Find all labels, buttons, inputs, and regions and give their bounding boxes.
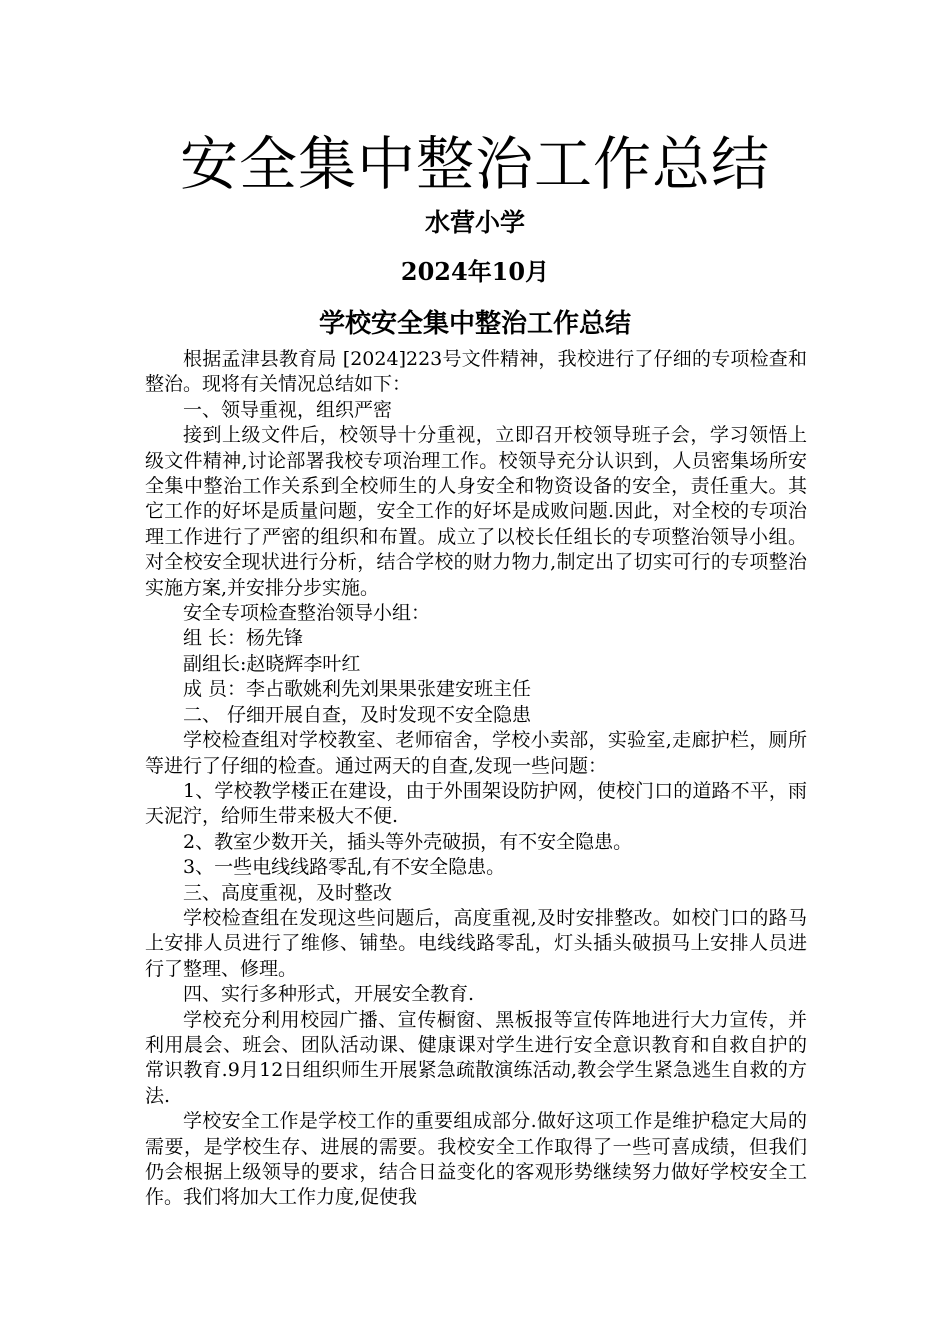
issue-item: 1、学校教学楼正在建设，由于外围架设防护网，使校门口的道路不平，雨天泥泞，给师生带来极大不便. [145, 779, 807, 828]
document-subtitle: 学校安全集中整治工作总结 [318, 309, 631, 339]
issue-item: 2、教室少数开关，插头等外壳破损，有不安全隐患。 [183, 830, 633, 853]
group-deputy-leader: 副组长:赵晓辉李叶红 [183, 652, 361, 675]
issue-item: 3、一些电线线路零乱,有不安全隐患。 [183, 856, 506, 879]
paragraph-conclusion: 学校安全工作是学校工作的重要组成部分.做好这项工作是维护稳定大局的需要，是学校生存、进展的需要。我校安全工作取得了一些可喜成绩，但我们仍会根据上级领导的要求，结合日益变化的客观形势继续努力做好学校安全工作。我们将加大工作力度,促使我 [145, 1110, 807, 1209]
document-date: 2024年10月 [400, 257, 550, 286]
section-heading-2: 二、 仔细开展自查，及时发现不安全隐患 [183, 703, 532, 726]
group-heading: 安全专项检查整治领导小组： [183, 602, 431, 625]
paragraph: 学校检查组在发现这些问题后，高度重视,及时安排整改。如校门口的路马上安排人员进行了维修、铺垫。电线线路零乱，灯头插头破损马上安排人员进行了整理、修理。 [145, 906, 807, 980]
school-name: 水营小学 [424, 208, 525, 237]
section-heading-4: 四、实行多种形式，开展安全教育. [183, 983, 475, 1006]
paragraph: 学校检查组对学校教室、老师宿舍，学校小卖部，实验室,走廊护栏，厕所等进行了仔细的检查。通过两天的自查,发现一些问题： [145, 729, 807, 777]
group-members: 成 员：李占歌姚利先刘果果张建安班主任 [183, 678, 532, 701]
document-body [145, 347, 807, 1211]
paragraph-intro: 根据孟津县教育局 [2024]223号文件精神，我校进行了仔细的专项检查和整治。现将有关情况总结如下： [145, 348, 807, 396]
paragraph: 接到上级文件后，校领导十分重视，立即召开校领导班子会，学习领悟上级文件精神,讨论部署我校专项治理工作。校领导充分认识到，人员密集场所安全集中整治工作关系到全校师生的人身安全和物资设备的安全，责任重大。其它工作的好坏是质量问题，安全工作的好坏是成败问题.因此，对全校的专项治理工作进行了严密的组织和布置。成立了以校长任组长的专项整治领导小组。对全校安全现状进行分析，结合学校的财力物力,制定出了切实可行的专项整治实施方案,并安排分步实施。 [145, 424, 807, 599]
document-title: 安全集中整治工作总结 [179, 130, 770, 198]
paragraph: 学校充分利用校园广播、宣传橱窗、黑板报等宣传阵地进行大力宣传，并利用晨会、班会、团队活动课、健康课对学生进行安全意识教育和自救自护的常识教育.9月12日组织师生开展紧急疏散演练活动,教会学生紧急逃生自救的方法. [145, 1008, 807, 1107]
group-leader: 组 长：杨先锋 [183, 627, 304, 650]
section-heading-1: 一、领导重视，组织严密 [183, 398, 393, 421]
section-heading-3: 三、高度重视，及时整改 [183, 881, 393, 904]
